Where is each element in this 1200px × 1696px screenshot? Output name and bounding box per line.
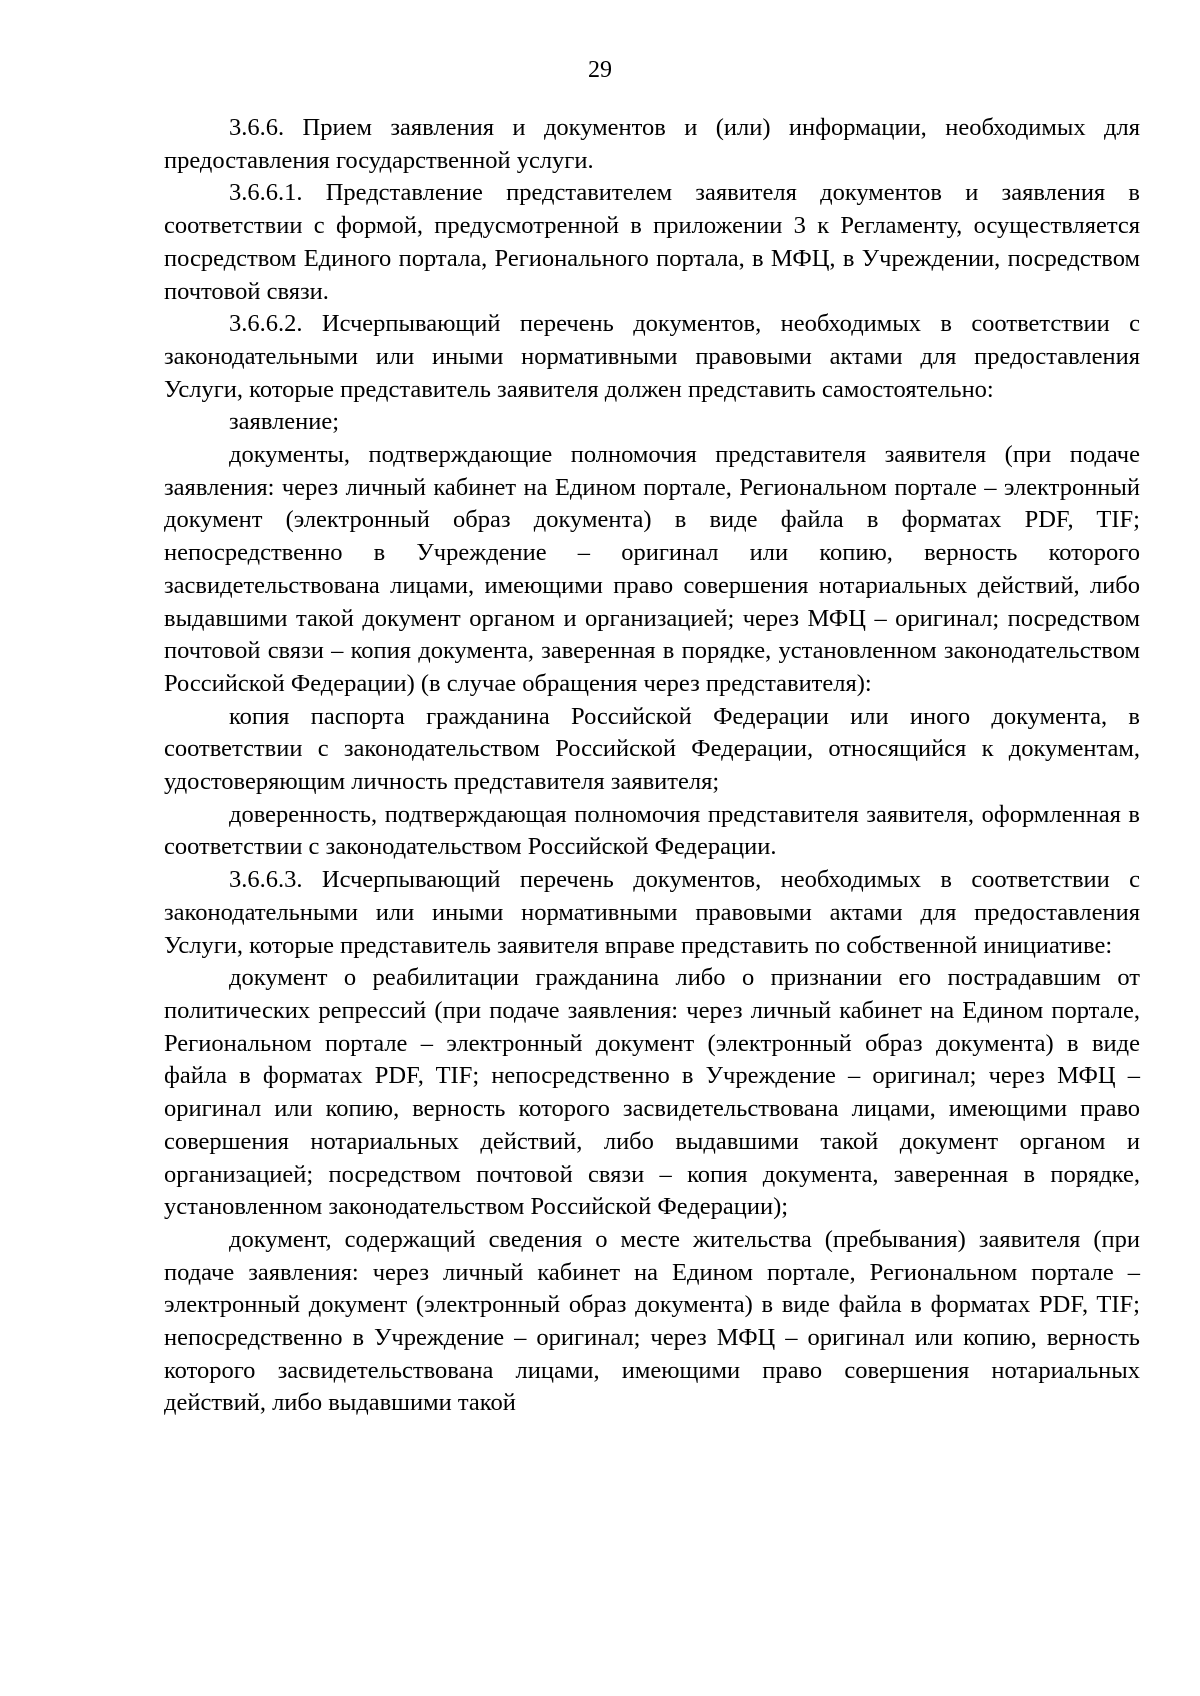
page-body — [164, 112, 1140, 1420]
paragraph-3-6-6-2: 3.6.6.2. Исчерпывающий перечень документов, необходимых в соответствии с законодательными или иными нормативными правовыми актами для предоставления Услуги, которые представитель заявителя должен представить самостоятельно: — [164, 310, 1140, 403]
paragraph-3-6-6-1: 3.6.6.1. Представление представителем заявителя документов и заявления в соответствии с формой, предусмотренной в приложении 3 к Регламенту, осуществляется посредством Единого портала, Регионального портала, в МФЦ, в Учреждении, посредством почтовой связи. — [164, 179, 1140, 305]
list-item-rehabilitation-document: документ о реабилитации гражданина либо о признании его пострадавшим от политических репрессий (при подаче заявления: через личный кабинет на Едином портале, Региональном портале – электронный документ (электронный образ документа) в виде файла в форматах PDF, TIF; непосредственно в Учреждение – оригинал; через МФЦ – оригинал или копию, верность которого засвидетельствована лицами, имеющими право совершения нотариальных действий, либо выдавшими такой документ органом и организацией; посредством почтовой связи – копия документа, заверенная в порядке, установленном законодательством Российской Федерации); — [164, 964, 1140, 1221]
paragraph-3-6-6: 3.6.6. Прием заявления и документов и (или) информации, необходимых для предоставления государственной услуги. — [164, 114, 1140, 174]
list-item-application: заявление; — [229, 408, 340, 436]
list-item-authority-documents: документы, подтверждающие полномочия представителя заявителя (при подаче заявления: через личный кабинет на Едином портале, Региональном портале – электронный документ (электронный образ документа) в виде файла в форматах PDF, TIF; непосредственно в Учреждение – оригинал или копию, верность которого засвидетельствована лицами, имеющими право совершения нотариальных действий, либо выдавшими такой документ органом и организацией; через МФЦ – оригинал; посредством почтовой связи – копия документа, заверенная в порядке, установленном законодательством Российской Федерации) (в случае обращения через представителя): — [164, 441, 1140, 697]
paragraph-3-6-6-3: 3.6.6.3. Исчерпывающий перечень документов, необходимых в соответствии с законодательными или иными нормативными правовыми актами для предоставления Услуги, которые представитель заявителя вправе представить по собственной инициативе: — [164, 866, 1140, 959]
list-item-passport-copy: копия паспорта гражданина Российской Федерации или иного документа, в соответствии с законодательством Российской Федерации, относящийся к документам, удостоверяющим личность представителя заявителя; — [164, 702, 1140, 796]
list-item-residence-document: документ, содержащий сведения о месте жительства (пребывания) заявителя (при подаче заявления: через личный кабинет на Едином портале, Региональном портале – электронный документ (электронный образ документа) в виде файла в форматах PDF, TIF; непосредственно в Учреждение – оригинал; через МФЦ – оригинал или копию, верность которого засвидетельствована лицами, имеющими право совершения нотариальных действий, либо выдавшими такой — [164, 1225, 1140, 1417]
list-item-power-of-attorney: доверенность, подтверждающая полномочия представителя заявителя, оформленная в соответствии с законодательством Российской Федерации. — [164, 800, 1140, 861]
page-number: 29 — [588, 57, 612, 83]
